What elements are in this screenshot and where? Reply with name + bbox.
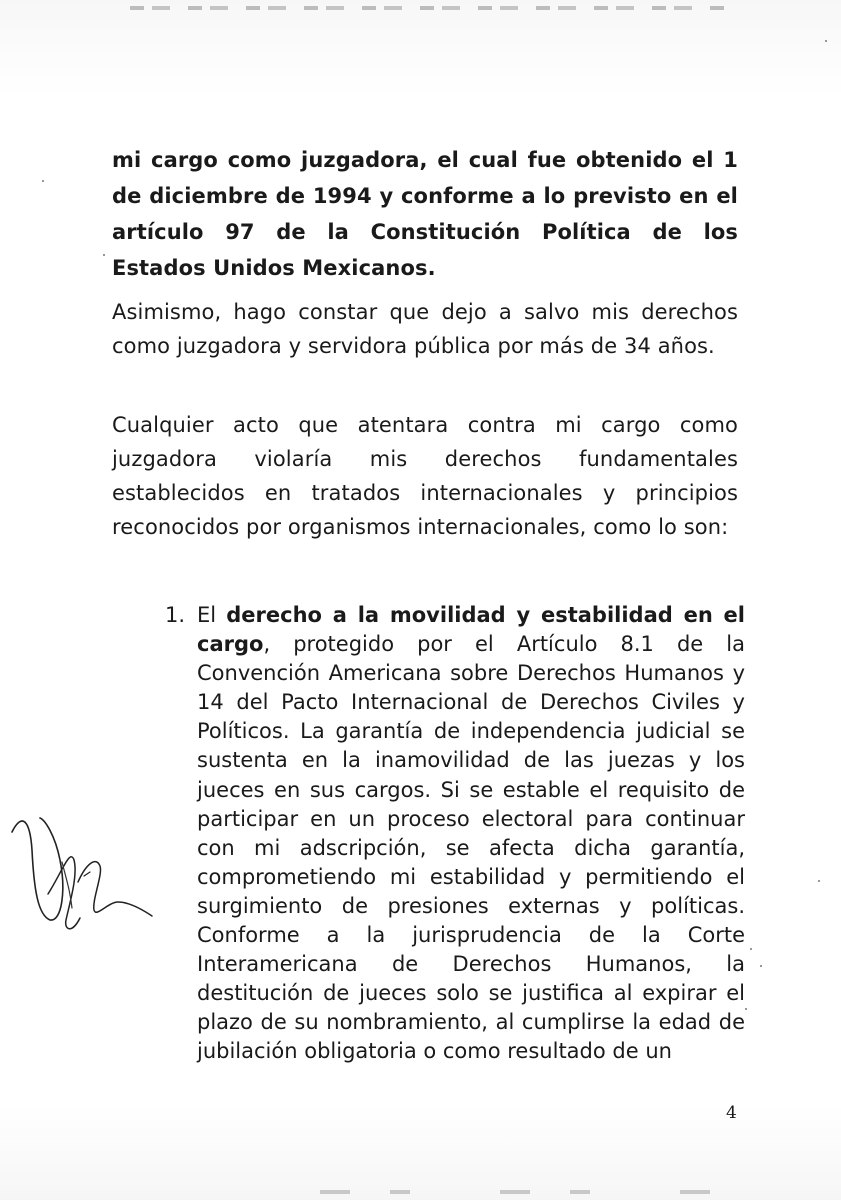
list-number: 1. xyxy=(165,603,186,627)
handwritten-signature xyxy=(0,790,160,950)
scan-speck xyxy=(818,880,820,882)
scan-artifact-bottom xyxy=(320,1190,740,1194)
paragraph-2: Asimismo, hago constar que dejo a salvo mis derechos como juzgadora y servidora pública por más de 34 años. xyxy=(112,300,738,358)
list-lead-bold: derecho a la movilidad y estabilidad en el cargo xyxy=(197,603,745,657)
list-item-text: protegido por el Artículo 8.1 de la Convención Americana sobre Derechos Humanos y 14 del Pacto Internacional de Derechos Civiles y Políticos. La garantía de independencia judicial se sustenta en la inamovilidad de las juezas y los jueces en sus cargos. Si se estable el requisito de participar en un proceso electoral para continuar con mi adscripción, se afecta dicha garantía, comprometiendo mi estabilidad y permitiendo el surgimiento de presiones externas y políticas. Conforme a la jurisprudencia de la Corte Interamericana de Derechos Humanos, la destitución de jueces solo se justifica al expirar el plazo de su nombramiento, al cumplirse la edad de jubilación obligatoria o como resultado de un xyxy=(197,632,745,1064)
scan-speck xyxy=(103,254,105,256)
scan-speck xyxy=(825,40,827,42)
list-lead-end: , xyxy=(263,632,271,657)
scan-speck xyxy=(42,180,44,182)
scan-speck xyxy=(745,1008,747,1010)
page-number: 4 xyxy=(726,1103,737,1123)
scan-artifact-top xyxy=(130,6,730,10)
paragraph-1: mi cargo como juzgadora, el cual fue obtenido el 1 de diciembre de 1994 y conforme a lo previsto en el artículo 97 de la Constitución Política de los Estados Unidos Mexicanos. xyxy=(112,148,738,280)
scan-speck xyxy=(750,948,752,950)
list-lead-start: El xyxy=(197,603,227,627)
scan-speck xyxy=(760,965,762,967)
paragraph-3: Cualquier acto que atentara contra mi cargo como juzgadora violaría mis derechos fundamentales establecidos en tratados internacionales y principios reconocidos por organismos internacionales, como lo son: xyxy=(112,413,738,539)
list-item-body xyxy=(197,601,745,1067)
